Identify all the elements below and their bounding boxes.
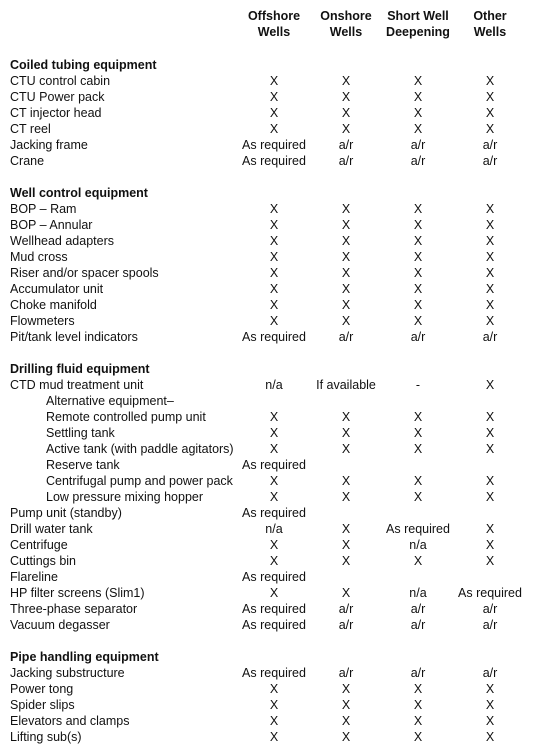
row-label: Choke manifold [10, 298, 97, 312]
table-cell: X [413, 218, 423, 232]
table-cell: X [485, 538, 495, 552]
table-cell: X [413, 442, 423, 456]
table-row [0, 217, 542, 233]
table-cell: a/r [338, 138, 354, 152]
table-row [0, 457, 542, 473]
table-cell: X [341, 538, 351, 552]
table-cell: As required [242, 330, 306, 344]
table-row [0, 697, 542, 713]
table-cell: a/r [410, 666, 426, 680]
row-label: Centrifugal pump and power pack [46, 474, 233, 488]
table-cell: X [485, 474, 495, 488]
table-cell: X [269, 218, 279, 232]
table-cell: X [485, 730, 495, 744]
table-cell: X [485, 442, 495, 456]
table-cell: X [269, 730, 279, 744]
row-label: Three-phase separator [10, 602, 138, 616]
table-row [0, 473, 542, 489]
table-row [0, 297, 542, 313]
column-header-line2: Wells [473, 25, 507, 39]
table-row [0, 521, 542, 537]
table-row [0, 89, 542, 105]
table-cell: X [269, 682, 279, 696]
section-heading-row [0, 649, 542, 665]
table-row [0, 585, 542, 601]
table-cell: X [485, 378, 495, 392]
table-cell: X [485, 698, 495, 712]
table-cell: X [341, 714, 351, 728]
table-cell: X [341, 698, 351, 712]
table-cell: X [341, 554, 351, 568]
table-row [0, 665, 542, 681]
table-cell: X [341, 730, 351, 744]
table-cell: X [269, 250, 279, 264]
table-row [0, 601, 542, 617]
row-label: Elevators and clamps [10, 714, 130, 728]
table-cell: X [341, 234, 351, 248]
table-cell: a/r [338, 666, 354, 680]
table-cell: a/r [338, 618, 354, 632]
row-label: BOP – Annular [10, 218, 93, 232]
table-cell: X [341, 218, 351, 232]
table-cell: a/r [410, 618, 426, 632]
table-cell: X [341, 122, 351, 136]
table-cell: X [341, 74, 351, 88]
row-label: Jacking substructure [10, 666, 125, 680]
table-cell: X [269, 266, 279, 280]
table-cell: X [341, 586, 351, 600]
table-cell: n/a [265, 378, 283, 392]
row-label: Cuttings bin [10, 554, 77, 568]
table-cell: As required [242, 458, 306, 472]
column-header-other [445, 8, 535, 40]
table-cell: X [269, 426, 279, 440]
row-label: Crane [10, 154, 45, 168]
table-cell: X [485, 218, 495, 232]
table-cell: a/r [410, 138, 426, 152]
table-row [0, 153, 542, 169]
row-label: Riser and/or spacer spools [10, 266, 159, 280]
table-cell: a/r [338, 602, 354, 616]
table-cell: X [341, 266, 351, 280]
table-row [0, 617, 542, 633]
table-cell: X [485, 426, 495, 440]
table-cell: As required [242, 506, 306, 520]
table-cell: X [413, 202, 423, 216]
column-header-line1: Short Well [387, 9, 449, 23]
table-row [0, 393, 542, 409]
table-row [0, 265, 542, 281]
table-cell: X [413, 426, 423, 440]
table-cell: X [485, 106, 495, 120]
column-header-line2: Deepening [386, 25, 450, 39]
table-cell: X [485, 714, 495, 728]
table-row [0, 73, 542, 89]
table-cell: a/r [482, 602, 498, 616]
table-cell: X [485, 554, 495, 568]
row-label: Spider slips [10, 698, 75, 712]
table-row [0, 537, 542, 553]
table-row [0, 121, 542, 137]
table-row [0, 713, 542, 729]
row-label: Flowmeters [10, 314, 75, 328]
table-cell: X [341, 490, 351, 504]
row-label: Drill water tank [10, 522, 93, 536]
table-cell: X [413, 714, 423, 728]
row-label: Alternative equipment– [46, 394, 174, 408]
row-label: Flareline [10, 570, 58, 584]
table-row [0, 105, 542, 121]
table-cell: X [413, 106, 423, 120]
table-cell: X [341, 410, 351, 424]
table-cell: X [269, 538, 279, 552]
table-row [0, 681, 542, 697]
table-cell: As required [242, 666, 306, 680]
table-cell: As required [458, 586, 522, 600]
table-cell: n/a [409, 586, 427, 600]
table-row [0, 505, 542, 521]
table-cell: If available [316, 378, 376, 392]
table-cell: X [269, 282, 279, 296]
table-cell: X [341, 106, 351, 120]
column-header-line2: Wells [329, 25, 363, 39]
table-cell: a/r [338, 154, 354, 168]
table-cell: X [413, 698, 423, 712]
table-cell: X [269, 410, 279, 424]
table-cell: X [269, 714, 279, 728]
table-cell: X [413, 234, 423, 248]
table-cell: a/r [482, 330, 498, 344]
table-cell: X [269, 474, 279, 488]
table-row [0, 729, 542, 745]
table-cell: X [413, 682, 423, 696]
row-label: CTD mud treatment unit [10, 378, 144, 392]
table-row [0, 377, 542, 393]
section-heading: Well control equipment [10, 186, 148, 200]
table-cell: X [269, 90, 279, 104]
table-cell: X [269, 586, 279, 600]
table-cell: X [485, 282, 495, 296]
table-cell: X [413, 122, 423, 136]
row-label: CT reel [10, 122, 51, 136]
table-cell: a/r [482, 138, 498, 152]
table-row [0, 409, 542, 425]
row-label: Wellhead adapters [10, 234, 115, 248]
table-cell: X [269, 298, 279, 312]
table-cell: X [269, 74, 279, 88]
table-cell: As required [242, 138, 306, 152]
table-cell: As required [242, 154, 306, 168]
table-cell: X [341, 202, 351, 216]
table-cell: n/a [409, 538, 427, 552]
table-cell: X [413, 266, 423, 280]
table-row [0, 489, 542, 505]
table-row [0, 249, 542, 265]
section-heading: Drilling fluid equipment [10, 362, 150, 376]
row-label: Accumulator unit [10, 282, 104, 296]
table-cell: - [415, 378, 421, 392]
table-row [0, 425, 542, 441]
row-label: Remote controlled pump unit [46, 410, 206, 424]
table-cell: X [341, 90, 351, 104]
table-cell: As required [242, 570, 306, 584]
column-header-line2: Wells [257, 25, 291, 39]
row-label: Power tong [10, 682, 74, 696]
table-cell: As required [242, 618, 306, 632]
table-cell: X [341, 314, 351, 328]
table-cell: X [413, 474, 423, 488]
table-cell: X [413, 74, 423, 88]
section-heading: Pipe handling equipment [10, 650, 159, 664]
table-cell: X [341, 282, 351, 296]
table-cell: a/r [482, 154, 498, 168]
row-label: Pit/tank level indicators [10, 330, 138, 344]
table-cell: X [341, 522, 351, 536]
table-cell: X [485, 410, 495, 424]
table-cell: X [485, 682, 495, 696]
section-heading-row [0, 361, 542, 377]
row-label: Vacuum degasser [10, 618, 110, 632]
column-header-line1: Other [473, 9, 507, 23]
table-cell: X [413, 730, 423, 744]
table-cell: X [413, 282, 423, 296]
table-row [0, 313, 542, 329]
table-row [0, 329, 542, 345]
table-cell: a/r [338, 330, 354, 344]
row-label: Active tank (with paddle agitators) [46, 442, 234, 456]
table-cell: X [269, 554, 279, 568]
table-cell: X [269, 106, 279, 120]
row-label: BOP – Ram [10, 202, 77, 216]
row-label: CT injector head [10, 106, 102, 120]
column-header-line1: Offshore [247, 9, 301, 23]
table-cell: X [341, 442, 351, 456]
table-cell: X [341, 426, 351, 440]
row-label: Centrifuge [10, 538, 68, 552]
table-cell: As required [242, 602, 306, 616]
table-cell: X [413, 90, 423, 104]
table-cell: X [341, 298, 351, 312]
table-cell: X [485, 202, 495, 216]
table-cell: As required [386, 522, 450, 536]
table-cell: X [269, 202, 279, 216]
table-cell: X [413, 298, 423, 312]
row-label: Mud cross [10, 250, 68, 264]
row-label: Low pressure mixing hopper [46, 490, 204, 504]
table-cell: n/a [265, 522, 283, 536]
row-label: HP filter screens (Slim1) [10, 586, 145, 600]
row-label: Settling tank [46, 426, 115, 440]
table-cell: X [485, 250, 495, 264]
table-cell: X [413, 410, 423, 424]
table-row [0, 553, 542, 569]
table-row [0, 281, 542, 297]
row-label: Reserve tank [46, 458, 120, 472]
section-heading: Coiled tubing equipment [10, 58, 157, 72]
section-heading-row [0, 185, 542, 201]
table-row [0, 441, 542, 457]
table-cell: X [269, 698, 279, 712]
row-label: CTU control cabin [10, 74, 111, 88]
table-cell: a/r [410, 154, 426, 168]
table-cell: X [269, 490, 279, 504]
table-cell: X [341, 250, 351, 264]
row-label: Jacking frame [10, 138, 88, 152]
table-cell: X [485, 234, 495, 248]
table-cell: a/r [410, 602, 426, 616]
table-row [0, 569, 542, 585]
table-row [0, 137, 542, 153]
row-label: Lifting sub(s) [10, 730, 82, 744]
table-cell: X [341, 474, 351, 488]
table-cell: a/r [410, 330, 426, 344]
row-label: CTU Power pack [10, 90, 105, 104]
table-cell: X [413, 554, 423, 568]
table-cell: X [413, 250, 423, 264]
table-cell: X [269, 122, 279, 136]
table-cell: a/r [482, 666, 498, 680]
table-cell: X [413, 314, 423, 328]
table-cell: X [485, 298, 495, 312]
table-cell: X [485, 522, 495, 536]
column-header-line1: Onshore [320, 9, 372, 23]
row-label: Pump unit (standby) [10, 506, 122, 520]
table-cell: X [341, 682, 351, 696]
table-cell: X [269, 442, 279, 456]
section-heading-row [0, 57, 542, 73]
table-row [0, 233, 542, 249]
table-cell: X [269, 314, 279, 328]
table-cell: X [269, 234, 279, 248]
table-cell: X [485, 90, 495, 104]
table-cell: a/r [482, 618, 498, 632]
table-cell: X [485, 74, 495, 88]
table-cell: X [485, 122, 495, 136]
table-cell: X [485, 266, 495, 280]
table-cell: X [413, 490, 423, 504]
table-cell: X [485, 314, 495, 328]
table-row [0, 201, 542, 217]
table-cell: X [485, 490, 495, 504]
